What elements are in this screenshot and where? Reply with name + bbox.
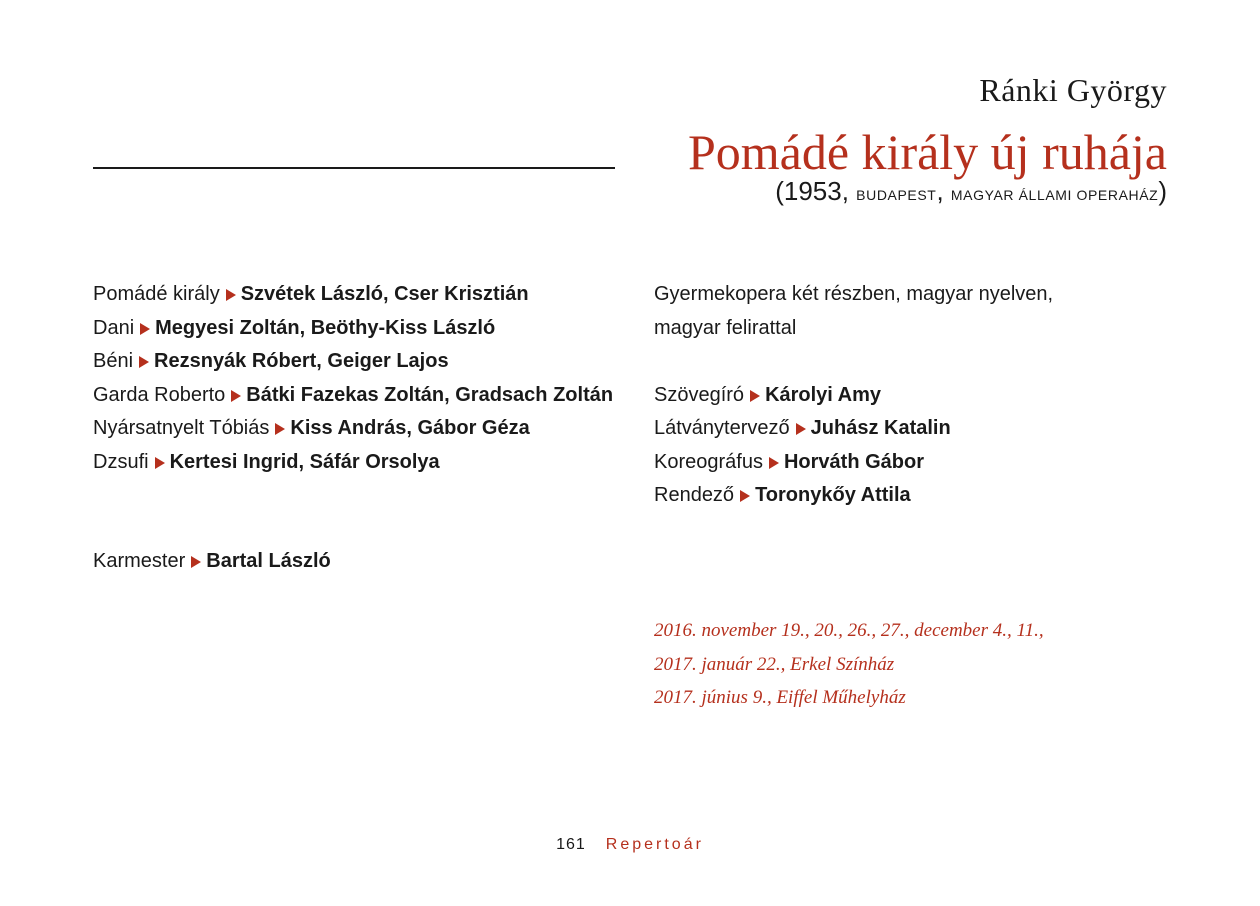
crew-row [654,412,1053,446]
arrow-icon [140,323,150,335]
title-rule [93,167,615,169]
cast-name: Kertesi Ingrid, Sáfár Orsolya [169,450,440,473]
arrow-icon [155,457,165,469]
cast-role: Béni [93,350,134,372]
crew-row [654,379,1053,413]
crew-name: Toronykőy Attila [755,484,911,506]
crew-role: Koreográfus [654,450,763,473]
crew-role: Látványtervező [654,417,790,439]
premiere-separator: , [936,176,951,206]
arrow-icon [740,490,750,502]
arrow-icon [139,356,149,368]
production-info [654,278,1053,513]
cast-role: Garda Roberto [93,383,226,406]
cast-list [93,278,613,479]
date-line: 2016. november 19., 20., 26., 27., december 4., 11., [654,620,1044,641]
cast-role: Dani [93,316,135,339]
crew-name: Károlyi Amy [765,383,882,406]
conductor-name: Bartal László [206,550,331,572]
opera-title: Pomádé király új ruhája [687,124,1167,180]
crew-row [654,446,1053,480]
cast-row [93,412,613,446]
section-name: Repertoár [605,836,704,853]
crew-name: Horváth Gábor [783,450,924,473]
premiere-venue: MAGYAR ÁLLAMI OPERAHÁZ [950,187,1159,203]
cast-row [93,446,613,480]
conductor-role: Karmester [93,550,186,572]
premiere-close: ) [1158,176,1167,206]
crew-row [654,479,1053,513]
cast-role: Dzsufi [93,450,149,473]
cast-row [93,345,613,379]
crew-name: Juhász Katalin [810,417,951,439]
arrow-icon [275,423,285,435]
cast-role: Nyársatnyelt Tóbiás [93,417,270,439]
cast-row [93,312,613,346]
date-line: 2017. január 22., Erkel Színház [654,653,895,675]
spacer [654,345,1053,379]
page-number: 161 [556,836,586,853]
cast-name: Megyesi Zoltán, Beöthy-Kiss László [155,316,496,339]
cast-row [93,278,613,312]
arrow-icon [750,390,760,402]
arrow-icon [796,423,806,435]
info-line: Gyermekopera két részben, magyar nyelven, [654,283,1054,305]
page-footer [0,836,1260,854]
premiere-city: BUDAPEST [856,187,937,203]
conductor-row [93,545,331,579]
crew-role: Szövegíró [654,383,745,406]
cast-role: Pomádé király [93,283,220,305]
cast-row [93,379,613,413]
premiere-info [775,176,1167,207]
arrow-icon [231,390,241,402]
crew-role: Rendező [654,484,735,506]
composer-name: Ránki György [979,72,1167,108]
performance-dates [654,614,1044,715]
arrow-icon [226,289,236,301]
premiere-open: (1953, [775,176,857,206]
cast-name: Bátki Fazekas Zoltán, Gradsach Zoltán [246,383,614,406]
arrow-icon [191,556,201,568]
cast-name: Rezsnyák Róbert, Geiger Lajos [154,350,449,372]
cast-name: Szvétek László, Cser Krisztián [240,283,529,305]
date-line: 2017. június 9., Eiffel Műhelyház [654,687,906,708]
info-line: magyar felirattal [654,316,797,339]
arrow-icon [769,457,779,469]
cast-name: Kiss András, Gábor Géza [290,417,530,439]
